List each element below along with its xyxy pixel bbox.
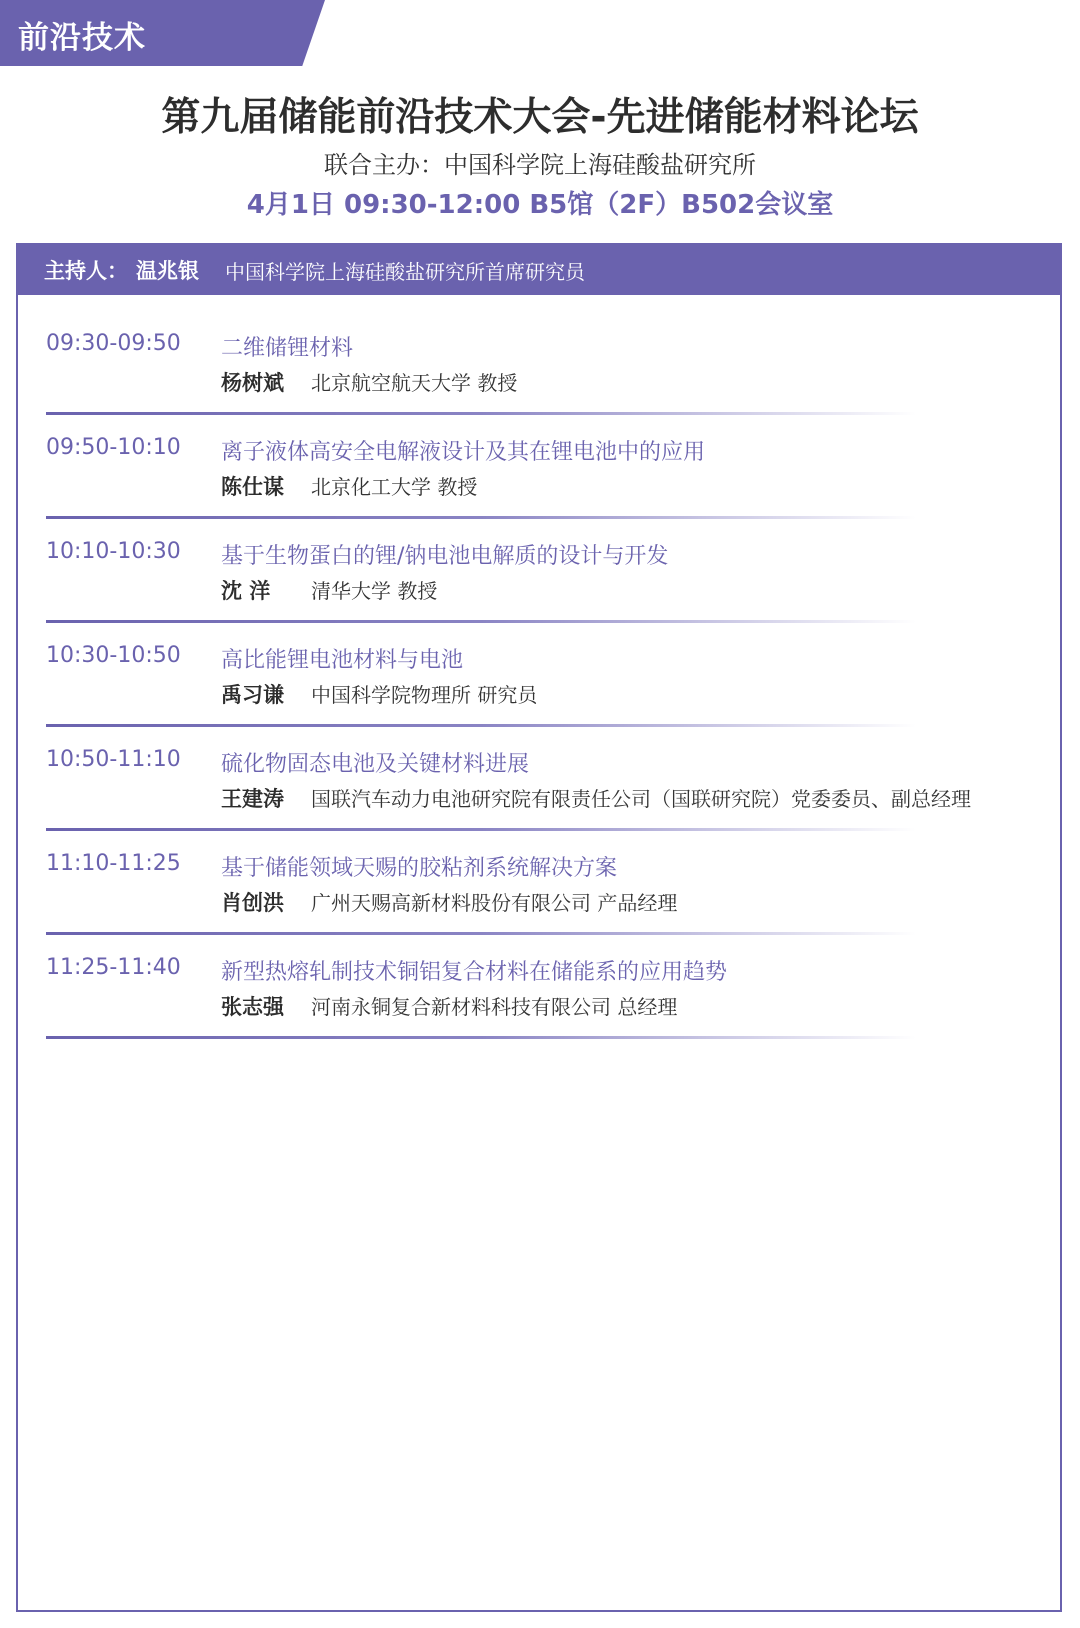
session-speaker: 王建涛 bbox=[221, 787, 284, 811]
session-affiliation: 中国科学院物理所 研究员 bbox=[311, 683, 538, 707]
session-speaker: 陈仕谋 bbox=[221, 475, 284, 499]
session-topic: 新型热熔轧制技术铜铝复合材料在储能系的应用趋势 bbox=[221, 960, 728, 985]
session-time: 10:10-10:30 bbox=[46, 539, 181, 564]
session-affiliation: 广州天赐高新材料股份有限公司 产品经理 bbox=[311, 891, 678, 915]
agenda-item bbox=[46, 515, 1006, 623]
agenda-item bbox=[46, 723, 1006, 831]
session-topic: 二维储锂材料 bbox=[221, 336, 354, 361]
session-speaker: 张志强 bbox=[221, 995, 284, 1019]
session-affiliation: 北京航空航天大学 教授 bbox=[311, 371, 518, 395]
session-topic: 离子液体高安全电解液设计及其在锂电池中的应用 bbox=[221, 440, 706, 465]
session-affiliation: 清华大学 教授 bbox=[311, 579, 438, 603]
agenda-item bbox=[46, 307, 1006, 415]
session-topic: 基于储能领域天赐的胶粘剂系统解决方案 bbox=[221, 856, 618, 881]
agenda-item bbox=[46, 931, 1006, 1039]
date-venue-line: 4月1日 09:30-12:00 B5馆（2F）B502会议室 bbox=[246, 190, 834, 220]
session-topic: 高比能锂电池材料与电池 bbox=[221, 648, 464, 673]
host-bar bbox=[18, 245, 1060, 295]
session-speaker: 沈 洋 bbox=[221, 579, 271, 603]
host-label: 主持人： bbox=[44, 259, 128, 283]
session-time: 10:30-10:50 bbox=[46, 643, 181, 668]
host-name: 温兆银 bbox=[136, 259, 199, 283]
agenda-item bbox=[46, 827, 1006, 935]
session-time: 09:30-09:50 bbox=[46, 331, 181, 356]
session-time: 11:10-11:25 bbox=[46, 851, 181, 876]
agenda-item bbox=[46, 411, 1006, 519]
session-time: 09:50-10:10 bbox=[46, 435, 181, 460]
session-topic: 基于生物蛋白的锂/钠电池电解质的设计与开发 bbox=[221, 544, 669, 569]
divider bbox=[46, 1036, 916, 1039]
session-speaker: 杨树斌 bbox=[221, 371, 284, 395]
page-title: 第九届储能前沿技术大会-先进储能材料论坛 bbox=[161, 95, 919, 140]
session-time: 10:50-11:10 bbox=[46, 747, 181, 772]
session-speaker: 禹习谦 bbox=[221, 683, 284, 707]
session-time: 11:25-11:40 bbox=[46, 955, 181, 980]
agenda-item bbox=[46, 619, 1006, 727]
session-topic: 硫化物固态电池及关键材料进展 bbox=[221, 752, 530, 777]
session-affiliation: 河南永铜复合新材料科技有限公司 总经理 bbox=[311, 995, 678, 1019]
session-speaker: 肖创洪 bbox=[221, 891, 284, 915]
host-title: 中国科学院上海硅酸盐研究所首席研究员 bbox=[225, 259, 585, 284]
section-tag-label: 前沿技术 bbox=[18, 20, 146, 56]
organizer-line: 联合主办：中国科学院上海硅酸盐研究所 bbox=[324, 151, 756, 179]
session-affiliation: 北京化工大学 教授 bbox=[311, 475, 478, 499]
session-affiliation: 国联汽车动力电池研究院有限责任公司（国联研究院）党委委员、副总经理 bbox=[311, 787, 971, 811]
agenda-card bbox=[16, 243, 1062, 1612]
